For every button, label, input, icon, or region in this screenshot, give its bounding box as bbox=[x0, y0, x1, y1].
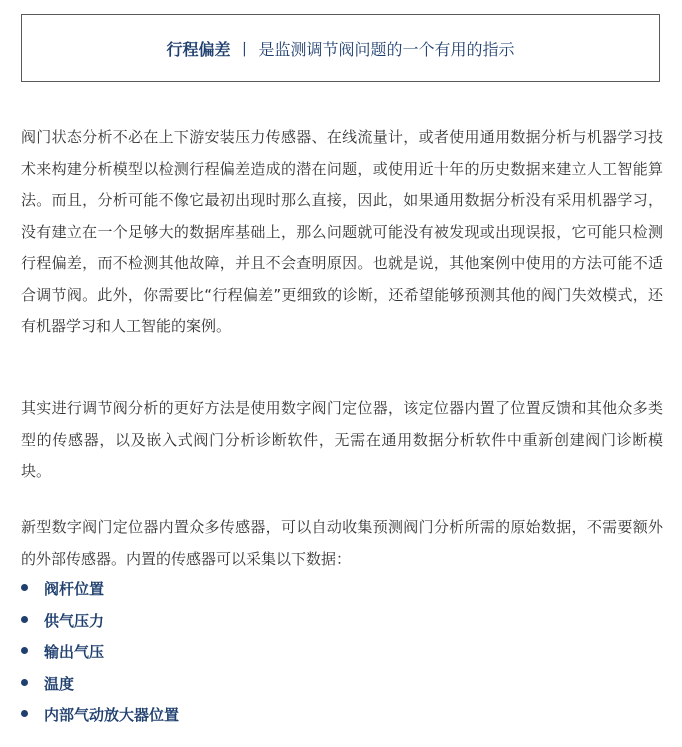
list-item-label: 温度 bbox=[44, 674, 75, 693]
list-item bbox=[21, 606, 179, 638]
list-item-label: 内部气动放大器位置 bbox=[44, 706, 180, 724]
paragraph-intro: 阀门状态分析不必在上下游安装压力传感器、在线流量计，或者使用通用数据分析与机器学习技术来构建分析模型以检测行程偏差造成的潜在问题，或使用近十年的历史数据来建立人工智能算法。而且，分析可能不像它最初出现时那么直接，因此，如果通用数据分析没有采用机器学习，没有建立在一个足够大的数据库基础上，那么问题就可能没有被发现或出现误报，它可能只检测行程偏差，而不检测其他故障，并且不会查明原因。也就是说，其他案例中使用的方法可能不适合调节阀。此外，你需要比“行程偏差”更细致的诊断，还希望能够预测其他的阀门失效模式，还有机器学习和人工智能的案例。 bbox=[21, 128, 663, 335]
list-item bbox=[21, 574, 179, 606]
bullet-dot-icon bbox=[21, 647, 28, 654]
list-item-label: 阀杆位置 bbox=[44, 580, 105, 598]
list-item bbox=[21, 669, 179, 701]
list-item-label: 供气压力 bbox=[44, 611, 105, 630]
list-item-label: 输出气压 bbox=[44, 643, 105, 661]
list-item bbox=[21, 700, 179, 732]
title-box bbox=[21, 14, 660, 82]
sensor-data-list bbox=[21, 574, 179, 732]
list-item bbox=[21, 637, 179, 669]
bullet-dot-icon bbox=[21, 710, 28, 717]
bullet-dot-icon bbox=[21, 584, 28, 591]
bullet-dot-icon bbox=[21, 616, 28, 623]
title-separator: 丨 bbox=[236, 39, 253, 59]
bullet-dot-icon bbox=[21, 679, 28, 686]
title-keyword: 行程偏差 bbox=[166, 39, 231, 59]
title-subtitle: 是监测调节阀问题的一个有用的指示 bbox=[258, 39, 515, 59]
paragraph-sensors: 新型数字阀门定位器内置众多传感器，可以自动收集预测阀门分析所需的原始数据，不需要额外的外部传感器。内置的传感器可以采集以下数据： bbox=[21, 518, 663, 568]
paragraph-positioner: 其实进行调节阀分析的更好方法是使用数字阀门定位器，该定位器内置了位置反馈和其他众多类型的传感器，以及嵌入式阀门分析诊断软件，无需在通用数据分析软件中重新创建阀门诊断模块。 bbox=[21, 399, 663, 480]
